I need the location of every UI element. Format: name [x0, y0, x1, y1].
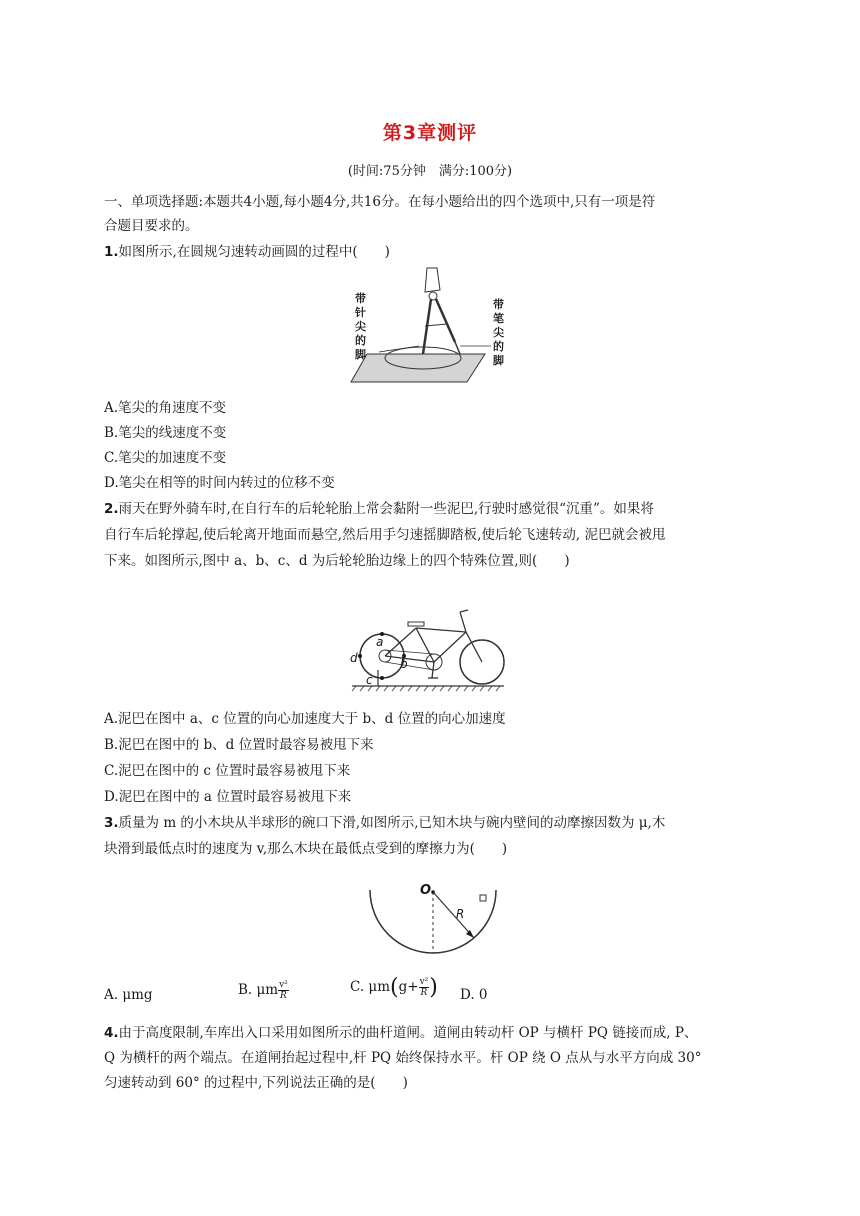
radius-line — [433, 892, 474, 938]
page-title: 第3章测评 — [382, 122, 478, 144]
point-c-marker — [380, 676, 384, 680]
radius-label: R — [456, 907, 465, 921]
svg-text:尖: 尖 — [493, 326, 504, 339]
question-4-line-2: Q 为横杆的两个端点。在道闸抬起过程中,杆 PQ 始终保持水平。杆 OP 绕 O 点从与水平方向成 30° — [104, 1050, 702, 1066]
q1-option-b: B.笔尖的线速度不变 — [104, 425, 227, 441]
paper-sheet — [351, 354, 485, 382]
q2-option-c: C.泥巴在图中的 c 位置时最容易被甩下来 — [104, 763, 351, 779]
ground-hatching — [352, 686, 500, 691]
q2-option-d: D.泥巴在图中的 a 位置时最容易被甩下来 — [104, 789, 352, 805]
q3-option-c: C. μm(g+ $\frac{\text{v²}}{R}$ ) — [350, 975, 438, 1000]
q3-option-d: D. 0 — [460, 987, 488, 1003]
q1-option-d: D.笔尖在相等的时间内转过的位移不变 — [104, 475, 335, 491]
question-1-stem — [104, 240, 390, 260]
q3-option-c-fraction: $\frac{\text{v²}}{R}$ — [419, 977, 429, 998]
section-heading-line-2: 合题目要求的。 — [104, 218, 199, 234]
needle-leg-label — [354, 291, 366, 361]
chain-top — [385, 650, 434, 654]
question-4-line-3: 匀速转动到 60° 的过程中,下列说法正确的是( ) — [104, 1075, 408, 1091]
point-d-marker — [358, 654, 362, 658]
svg-text:脚: 脚 — [493, 354, 504, 367]
question-1-text: 如图所示,在圆规匀速转动画圆的过程中( ) — [118, 244, 390, 260]
needle-pointer — [379, 346, 419, 352]
center-label: O — [420, 883, 432, 898]
question-3-number: 3. — [104, 815, 119, 831]
q3-option-a: A. μmg — [104, 987, 153, 1003]
question-2-line-3: 下来。如图所示,图中 a、b、c、d 为后轮轮胎边缘上的四个特殊位置,则( ) — [104, 553, 570, 569]
saddle — [408, 622, 424, 626]
point-c-label: c — [366, 673, 373, 687]
q2-option-a: A.泥巴在图中 a、c 位置的向心加速度大于 b、d 位置的向心加速度 — [104, 711, 506, 727]
wood-block — [480, 895, 486, 901]
section-heading-line-1: 一、单项选择题:本题共4小题,每小题4分,共16分。在每小题给出的四个选项中,只有一项是符 — [104, 194, 656, 210]
svg-text:的: 的 — [355, 334, 366, 347]
question-2-number: 2. — [104, 501, 119, 517]
svg-text:针: 针 — [355, 306, 366, 319]
question-3-line-1: 3.质量为 m 的小木块从半球形的碗口下滑,如图所示,已知木块与碗内壁间的动摩擦因数为 μ,木 — [104, 815, 666, 831]
question-1-number: 1. — [104, 244, 119, 260]
question-2-line-2: 自行车后轮撑起,使后轮离开地面而悬空,然后用手匀速摇脚踏板,使后轮飞速转动, 泥巴就会被甩 — [104, 527, 666, 543]
q3-option-b-fraction: $\frac{\text{v²}}{R}$ — [279, 980, 288, 1001]
svg-text:脚: 脚 — [355, 348, 366, 361]
bicycle-figure — [348, 600, 508, 696]
question-2-line-1: 2.雨天在野外骑车时,在自行车的后轮轮胎上常会黏附一些泥巴,行驶时感觉很“沉重”。如果将 — [104, 501, 654, 517]
compass-figure — [345, 262, 515, 390]
q1-option-a: A.笔尖的角速度不变 — [104, 400, 227, 416]
compass-hinge — [429, 292, 437, 300]
needle-leg — [423, 299, 431, 354]
svg-text:带: 带 — [493, 298, 504, 311]
point-b-label: b — [400, 657, 408, 671]
svg-text:带: 带 — [355, 292, 366, 305]
svg-text:尖: 尖 — [355, 320, 366, 333]
bowl-figure — [364, 880, 504, 970]
q2-option-b: B.泥巴在图中的 b、d 位置时最容易被甩下来 — [104, 737, 374, 753]
pencil-leg — [436, 299, 455, 342]
svg-text:的: 的 — [493, 340, 504, 353]
question-3-line-2: 块滑到最低点时的速度为 v,那么木块在最低点受到的摩擦力为( ) — [104, 841, 508, 857]
q1-option-c: C.笔尖的加速度不变 — [104, 450, 227, 466]
center-point — [431, 890, 435, 894]
svg-text:笔: 笔 — [493, 312, 504, 325]
compass-grip — [425, 268, 440, 292]
question-4-line-1: 4.由于高度限制,车库出入口采用如图所示的曲杆道闸。道闸由转动杆 OP 与横杆 PQ 链接而成, P、 — [104, 1025, 698, 1041]
q3-option-b: B. μm $\frac{\text{v²}}{R}$ — [238, 980, 288, 1001]
pencil-leg-label — [493, 297, 504, 367]
exam-info: (时间:75分钟 满分:100分) — [347, 164, 513, 179]
point-d-label: d — [350, 651, 358, 665]
point-a-label: a — [376, 635, 384, 649]
question-4-number: 4. — [104, 1025, 119, 1041]
